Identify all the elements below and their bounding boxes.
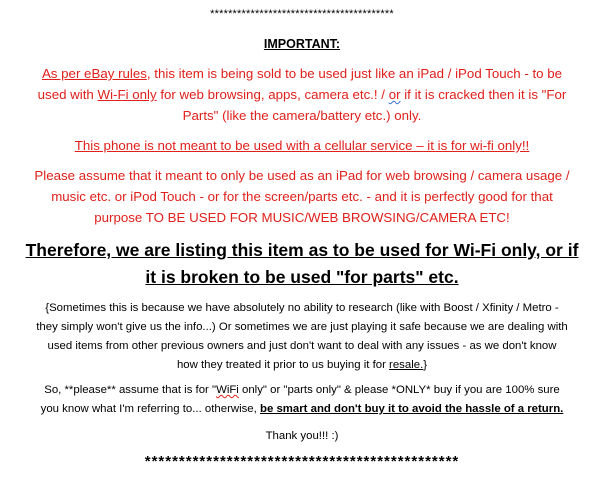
please-line-2 <box>0 400 604 419</box>
ebay-rules-line-2 <box>0 84 604 105</box>
assumption-line-1: Please assume that it meant to only be used as an iPad for web browsing / camera usage / <box>34 168 570 183</box>
wifi-spell-word: WiFi <box>216 384 239 396</box>
explanation-line-4 <box>0 356 604 375</box>
please-text: you know what I'm referring to... otherwise, <box>40 403 260 415</box>
be-smart-warning: be smart and don't buy it to avoid the hassle of a return. <box>259 403 564 415</box>
ebay-rules-line-1 <box>0 63 604 84</box>
or-word: or <box>388 87 401 102</box>
ebay-rules-text: , this item is being sold to be used just like an iPad / iPod Touch - to be <box>146 66 563 81</box>
listing-statement-line-2: it is broken to be used "for parts" etc. <box>145 267 459 287</box>
explanation-text: how they treated it prior to us buying it for <box>176 359 390 371</box>
bottom-star-divider: ********************************************** <box>144 453 460 470</box>
resale-word: resale. <box>389 359 424 371</box>
ebay-rules-text: for web browsing, apps, camera etc.! / <box>156 87 389 102</box>
please-text: So, **please** assume that is for " <box>44 384 217 396</box>
top-star-divider: ***************************************** <box>210 8 394 20</box>
listing-statement-line-1: Therefore, we are listing this item as to be used for Wi-Fi only, or if <box>25 240 579 260</box>
explanation-text: } <box>423 359 428 371</box>
important-heading: IMPORTANT: <box>263 37 341 51</box>
please-line-1 <box>0 381 604 400</box>
assumption-line-2: music etc. or iPod Touch - or for the screen/parts etc. - and it is perfectly good for that <box>51 189 553 204</box>
ebay-rules-text: used with <box>37 87 98 102</box>
please-text: only" or "parts only" & please *ONLY* buy if you are 100% sure <box>238 384 560 396</box>
cellular-warning: This phone is not meant to be used with a cellular service – it is for wi-fi only!! <box>74 138 530 153</box>
explanation-line-2: they simply won't give us the info...) Or sometimes we are just playing it safe because we are dealing with <box>36 321 568 333</box>
explanation-line-1: {Sometimes this is because we have absolutely no ability to research (like with Boost / Xfinity / Metro - <box>45 302 559 314</box>
wifi-only-underlined: Wi-Fi only <box>97 87 157 102</box>
explanation-line-3: used items from other previous owners and just don't want to deal with any issues - as we don't know <box>47 340 557 352</box>
ebay-rules-link[interactable]: As per eBay rules <box>41 66 147 81</box>
ebay-rules-line-3: Parts" (like the camera/battery etc.) only. <box>182 108 422 123</box>
assumption-line-3: purpose TO BE USED FOR MUSIC/WEB BROWSING/CAMERA ETC! <box>94 210 510 225</box>
ebay-rules-text: if it is cracked then it is "For <box>400 87 567 102</box>
thank-you-text: Thank you!!! :) <box>265 430 339 442</box>
